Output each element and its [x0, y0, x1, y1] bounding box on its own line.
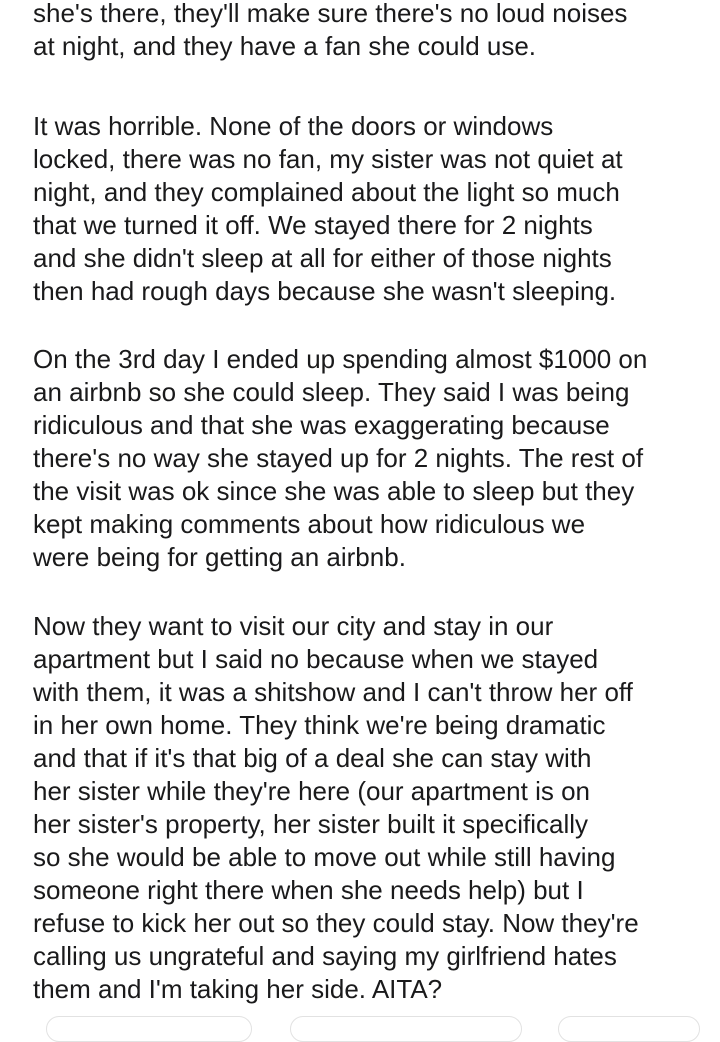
post-text-line: her sister's property, her sister built it specifically	[33, 809, 589, 839]
post-text-line: refuse to kick her out so they could stay. Now they're	[33, 908, 639, 938]
post-text-line: the visit was ok since she was able to sleep but they	[33, 476, 635, 506]
comments-pill[interactable]	[290, 1016, 522, 1042]
post-text-line: with them, it was a shitshow and I can't throw her off	[33, 677, 633, 707]
post-paragraph	[33, 610, 639, 1006]
post-text-line: It was horrible. None of the doors or windows	[33, 111, 554, 141]
post-text-line: Now they want to visit our city and stay in our	[33, 611, 554, 641]
post-text-line: so she would be able to move out while still having	[33, 842, 616, 872]
post-text-line: and she didn't sleep at all for either of those nights	[33, 243, 612, 273]
post-paragraph	[33, 343, 647, 574]
post-text-line: locked, there was no fan, my sister was not quiet at	[33, 144, 623, 174]
post-text-line: kept making comments about how ridiculous we	[33, 509, 586, 539]
post-text-line: there's no way she stayed up for 2 nights. The rest of	[33, 443, 644, 473]
post-text-line: then had rough days because she wasn't sleeping.	[33, 276, 617, 306]
post-text-line: in her own home. They think we're being dramatic	[33, 710, 606, 740]
post-text-line: night, and they complained about the light so much	[33, 177, 620, 207]
share-pill[interactable]	[558, 1016, 700, 1042]
post-text-line: calling us ungrateful and saying my girlfriend hates	[33, 941, 617, 971]
post-text-line: someone right there when she needs help) but I	[33, 875, 584, 905]
post-text-line: her sister while they're here (our apartment is on	[33, 776, 590, 806]
post-action-bar	[0, 1016, 720, 1036]
post-text-line: apartment but I said no because when we stayed	[33, 644, 599, 674]
post-text-line: On the 3rd day I ended up spending almost $1000 on	[33, 344, 648, 374]
post-text-line: that we turned it off. We stayed there for 2 nights	[33, 210, 593, 240]
post-paragraph	[33, 110, 623, 308]
post-text-line: at night, and they have a fan she could use.	[33, 31, 537, 61]
post-text-line: and that if it's that big of a deal she can stay with	[33, 743, 592, 773]
post-text-line: were being for getting an airbnb.	[33, 542, 406, 572]
post-text-line: them and I'm taking her side. AITA?	[33, 974, 443, 1004]
post-text-line: she's there, they'll make sure there's no loud noises	[33, 0, 628, 28]
vote-pill[interactable]	[46, 1016, 252, 1042]
post-paragraph	[33, 0, 627, 63]
post-text-line: an airbnb so she could sleep. They said I was being	[33, 377, 630, 407]
post-text-line: ridiculous and that she was exaggerating because	[33, 410, 610, 440]
